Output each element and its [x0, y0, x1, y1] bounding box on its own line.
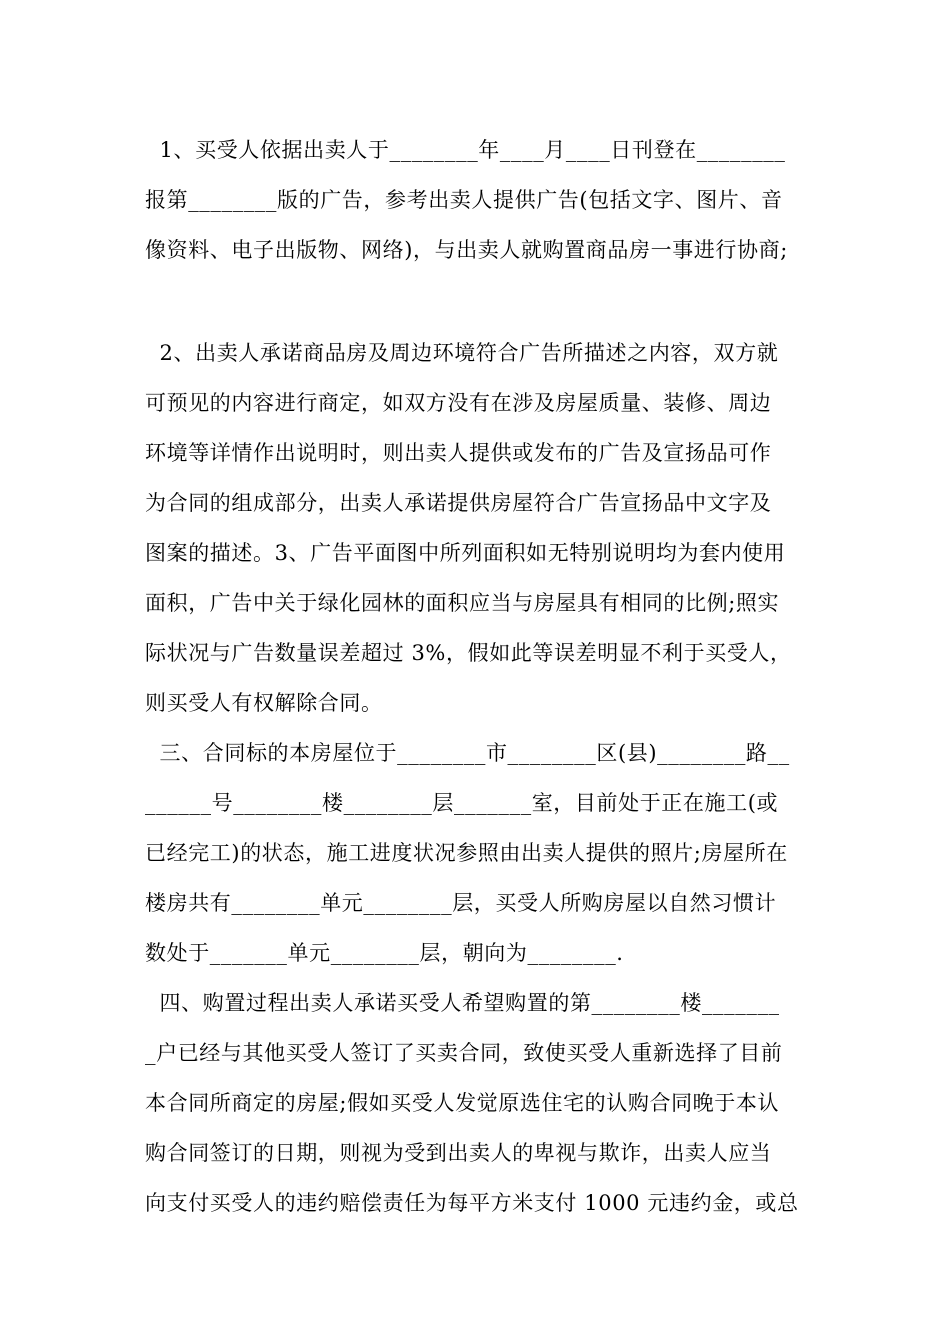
paragraph-2-line-2: 可预见的内容进行商定，如双方没有在涉及房屋质量、装修、周边 — [145, 391, 772, 415]
paragraph-2-line-8: 则买受人有权解除合同。 — [145, 691, 383, 715]
paragraph-3-line-5: 数处于_______单元________层，朝向为________. — [145, 941, 624, 965]
paragraph-2-line-5: 图案的描述。3、广告平面图中所列面积如无特别说明均为套内使用 — [145, 541, 786, 565]
paragraph-2-line-6: 面积，广告中关于绿化园林的面积应当与房屋具有相同的比例;照实 — [145, 591, 780, 615]
paragraph-3-line-4: 楼房共有________单元________层，买受人所购房屋以自然习惯计 — [145, 891, 777, 915]
paragraph-3-line-1: 三、合同标的本房屋位于________市________区(县)________路__ — [145, 741, 790, 765]
paragraph-2-line-7: 际状况与广告数量误差超过 3%，假如此等误差明显不利于买受人， — [145, 641, 792, 665]
paragraph-3-line-2: ______号________楼________层_______室，目前处于正在施工(或 — [145, 791, 779, 815]
paragraph-4-line-1: 四、购置过程出卖人承诺买受人希望购置的第________楼_______ — [145, 991, 780, 1015]
paragraph-1-line-2: 报第________版的广告，参考出卖人提供广告(包括文字、图片、音 — [145, 188, 783, 212]
paragraph-4-line-2: _户已经与其他买受人签订了买卖合同，致使买受人重新选择了目前 — [145, 1041, 783, 1065]
paragraph-1-line-3: 像资料、电子出版物、网络)，与出卖人就购置商品房一事进行协商; — [145, 238, 788, 262]
paragraph-2-line-4: 为合同的组成部分，出卖人承诺提供房屋符合广告宣扬品中文字及 — [145, 491, 772, 515]
paragraph-4-line-4: 购合同签订的日期，则视为受到出卖人的卑视与欺诈，出卖人应当 — [145, 1141, 772, 1165]
paragraph-2-line-3: 环境等详情作出说明时，则出卖人提供或发布的广告及宣扬品可作 — [145, 441, 772, 465]
paragraph-4-line-3: 本合同所商定的房屋;假如买受人发觉原选住宅的认购合同晚于本认 — [145, 1091, 780, 1115]
paragraph-2-line-1: 2、出卖人承诺商品房及周边环境符合广告所描述之内容，双方就 — [145, 341, 779, 365]
paragraph-4-line-5: 向支付买受人的违约赔偿责任为每平方米支付 1000 元违约金，或总 — [145, 1191, 799, 1215]
paragraph-3-line-3: 已经完工)的状态，施工进度状况参照由出卖人提供的照片;房屋所在 — [145, 841, 788, 865]
paragraph-1-line-1: 1、买受人依据出卖人于________年____月____日刊登在________ — [145, 138, 786, 162]
